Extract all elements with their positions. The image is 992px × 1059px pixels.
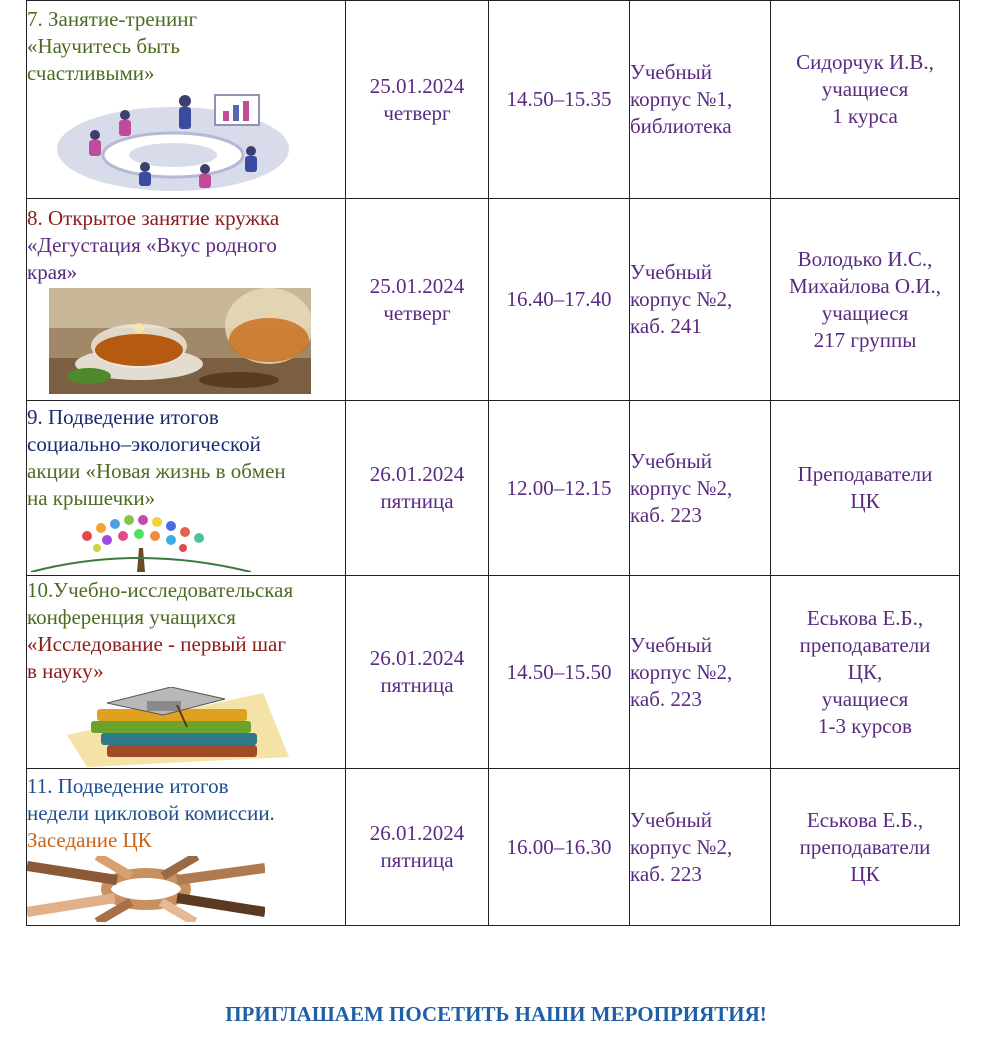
responsible-line: учащиеся [821, 77, 909, 101]
date-cell [346, 199, 489, 401]
responsible-line: Еськова Е.Б., [806, 807, 924, 832]
table-row [27, 401, 960, 576]
place-line: Учебный [630, 260, 713, 284]
responsible-cell [771, 769, 960, 926]
responsible-line: Сидорчук И.В., [796, 50, 934, 74]
place-line: корпус №2, [630, 834, 733, 859]
event-time: 12.00–12.15 [506, 475, 612, 500]
place-line: корпус №2, [630, 659, 733, 684]
responsible-line: Володько И.С., [797, 246, 933, 271]
event-date: 25.01.2024 [369, 73, 465, 98]
event-title-line: 9. Подведение итогов [27, 405, 219, 429]
event-weekday: четверг [383, 300, 451, 325]
event-title-line: «Исследование - первый шаг [27, 632, 286, 656]
event-title-line: «Дегустация «Вкус родного [27, 233, 277, 257]
place-line: Учебный [630, 60, 713, 84]
responsible-line: Еськова Е.Б., [806, 605, 924, 630]
time-cell [489, 576, 630, 769]
responsible-line: 1 курса [832, 104, 898, 128]
event-cell [27, 199, 346, 401]
place-line: Учебный [630, 807, 713, 832]
event-time: 14.50–15.50 [506, 659, 612, 684]
place-line: библиотека [630, 114, 732, 138]
time-cell [489, 199, 630, 401]
date-cell [346, 769, 489, 926]
event-date: 25.01.2024 [369, 273, 465, 298]
responsible-line: преподаватели [799, 834, 931, 859]
event-title-line: недели цикловой комиссии. [27, 800, 275, 825]
event-title-line: социально–экологической [27, 432, 261, 456]
table-row [27, 576, 960, 769]
event-cell [27, 769, 346, 926]
place-cell [630, 1, 771, 199]
responsible-cell [771, 401, 960, 576]
table-row [27, 199, 960, 401]
event-title-line: 10.Учебно-исследовательская [27, 578, 294, 602]
event-title-line: «Научитесь быть [27, 34, 180, 58]
place-cell [630, 199, 771, 401]
bottle-cap-tree-logo [27, 514, 255, 572]
responsible-cell [771, 576, 960, 769]
place-cell [630, 769, 771, 926]
place-cell [630, 576, 771, 769]
event-cell [27, 576, 346, 769]
event-cell [27, 1, 346, 199]
event-weekday: пятница [380, 489, 454, 513]
place-line: корпус №2, [630, 475, 733, 500]
place-line: каб. 223 [630, 686, 702, 711]
tea-cup-and-teapot-photo [49, 288, 311, 394]
responsible-cell [771, 1, 960, 199]
place-line: Учебный [630, 632, 713, 657]
event-title-line: акции «Новая жизнь в обмен [27, 459, 286, 483]
responsible-line: ЦК, [847, 659, 883, 684]
place-line: корпус №1, [630, 87, 733, 111]
event-time: 16.00–16.30 [506, 834, 612, 859]
event-time: 16.40–17.40 [506, 287, 612, 311]
responsible-line: 217 группы [813, 327, 917, 352]
event-date: 26.01.2024 [369, 821, 465, 845]
table-row [27, 1, 960, 199]
event-cell [27, 401, 346, 576]
place-line: каб. 223 [630, 502, 702, 527]
time-cell [489, 769, 630, 926]
event-date: 26.01.2024 [369, 462, 465, 486]
responsible-line: ЦК [850, 861, 880, 886]
event-title-line: 7. Занятие-тренинг [27, 7, 198, 31]
people-meeting-round-table-illustration [55, 89, 295, 193]
event-title-line: 11. Подведение итогов [27, 773, 229, 798]
responsible-line: 1-3 курсов [818, 713, 912, 738]
event-weekday: пятница [380, 848, 454, 872]
place-line: корпус №2, [630, 287, 733, 311]
event-date: 26.01.2024 [369, 646, 465, 670]
responsible-line: учащиеся [821, 300, 909, 325]
place-line: каб. 223 [630, 861, 702, 886]
event-title-line: края» [27, 260, 78, 284]
time-cell [489, 1, 630, 199]
place-line: Учебный [630, 448, 713, 473]
event-title-line: на крышечки» [27, 486, 156, 510]
responsible-line: преподаватели [799, 632, 931, 657]
responsible-cell [771, 199, 960, 401]
joined-hands-circle-photo [27, 856, 265, 922]
event-title-line: 8. Открытое занятие кружка [27, 206, 280, 230]
time-cell [489, 401, 630, 576]
event-title-line: Заседание ЦК [27, 827, 152, 852]
place-cell [630, 401, 771, 576]
invitation-footer: ПРИГЛАШАЕМ ПОСЕТИТЬ НАШИ МЕРОПРИЯТИЯ! [225, 1002, 767, 1026]
responsible-line: ЦК [850, 489, 880, 513]
place-line: каб. 241 [630, 314, 702, 338]
date-cell [346, 1, 489, 199]
date-cell [346, 576, 489, 769]
event-weekday: четверг [383, 100, 451, 125]
event-time: 14.50–15.35 [506, 87, 612, 111]
responsible-line: Преподаватели [797, 462, 933, 486]
event-title-line: в науку» [27, 659, 104, 683]
event-title-line: счастливыми» [27, 61, 155, 85]
books-with-graduation-cap-illustration [67, 687, 293, 767]
event-weekday: пятница [380, 673, 454, 697]
event-title-line: конференция учащихся [27, 605, 236, 629]
responsible-line: учащиеся [821, 686, 909, 711]
events-schedule-table [26, 0, 960, 926]
table-row [27, 769, 960, 926]
responsible-line: Михайлова О.И., [789, 273, 941, 298]
date-cell [346, 401, 489, 576]
